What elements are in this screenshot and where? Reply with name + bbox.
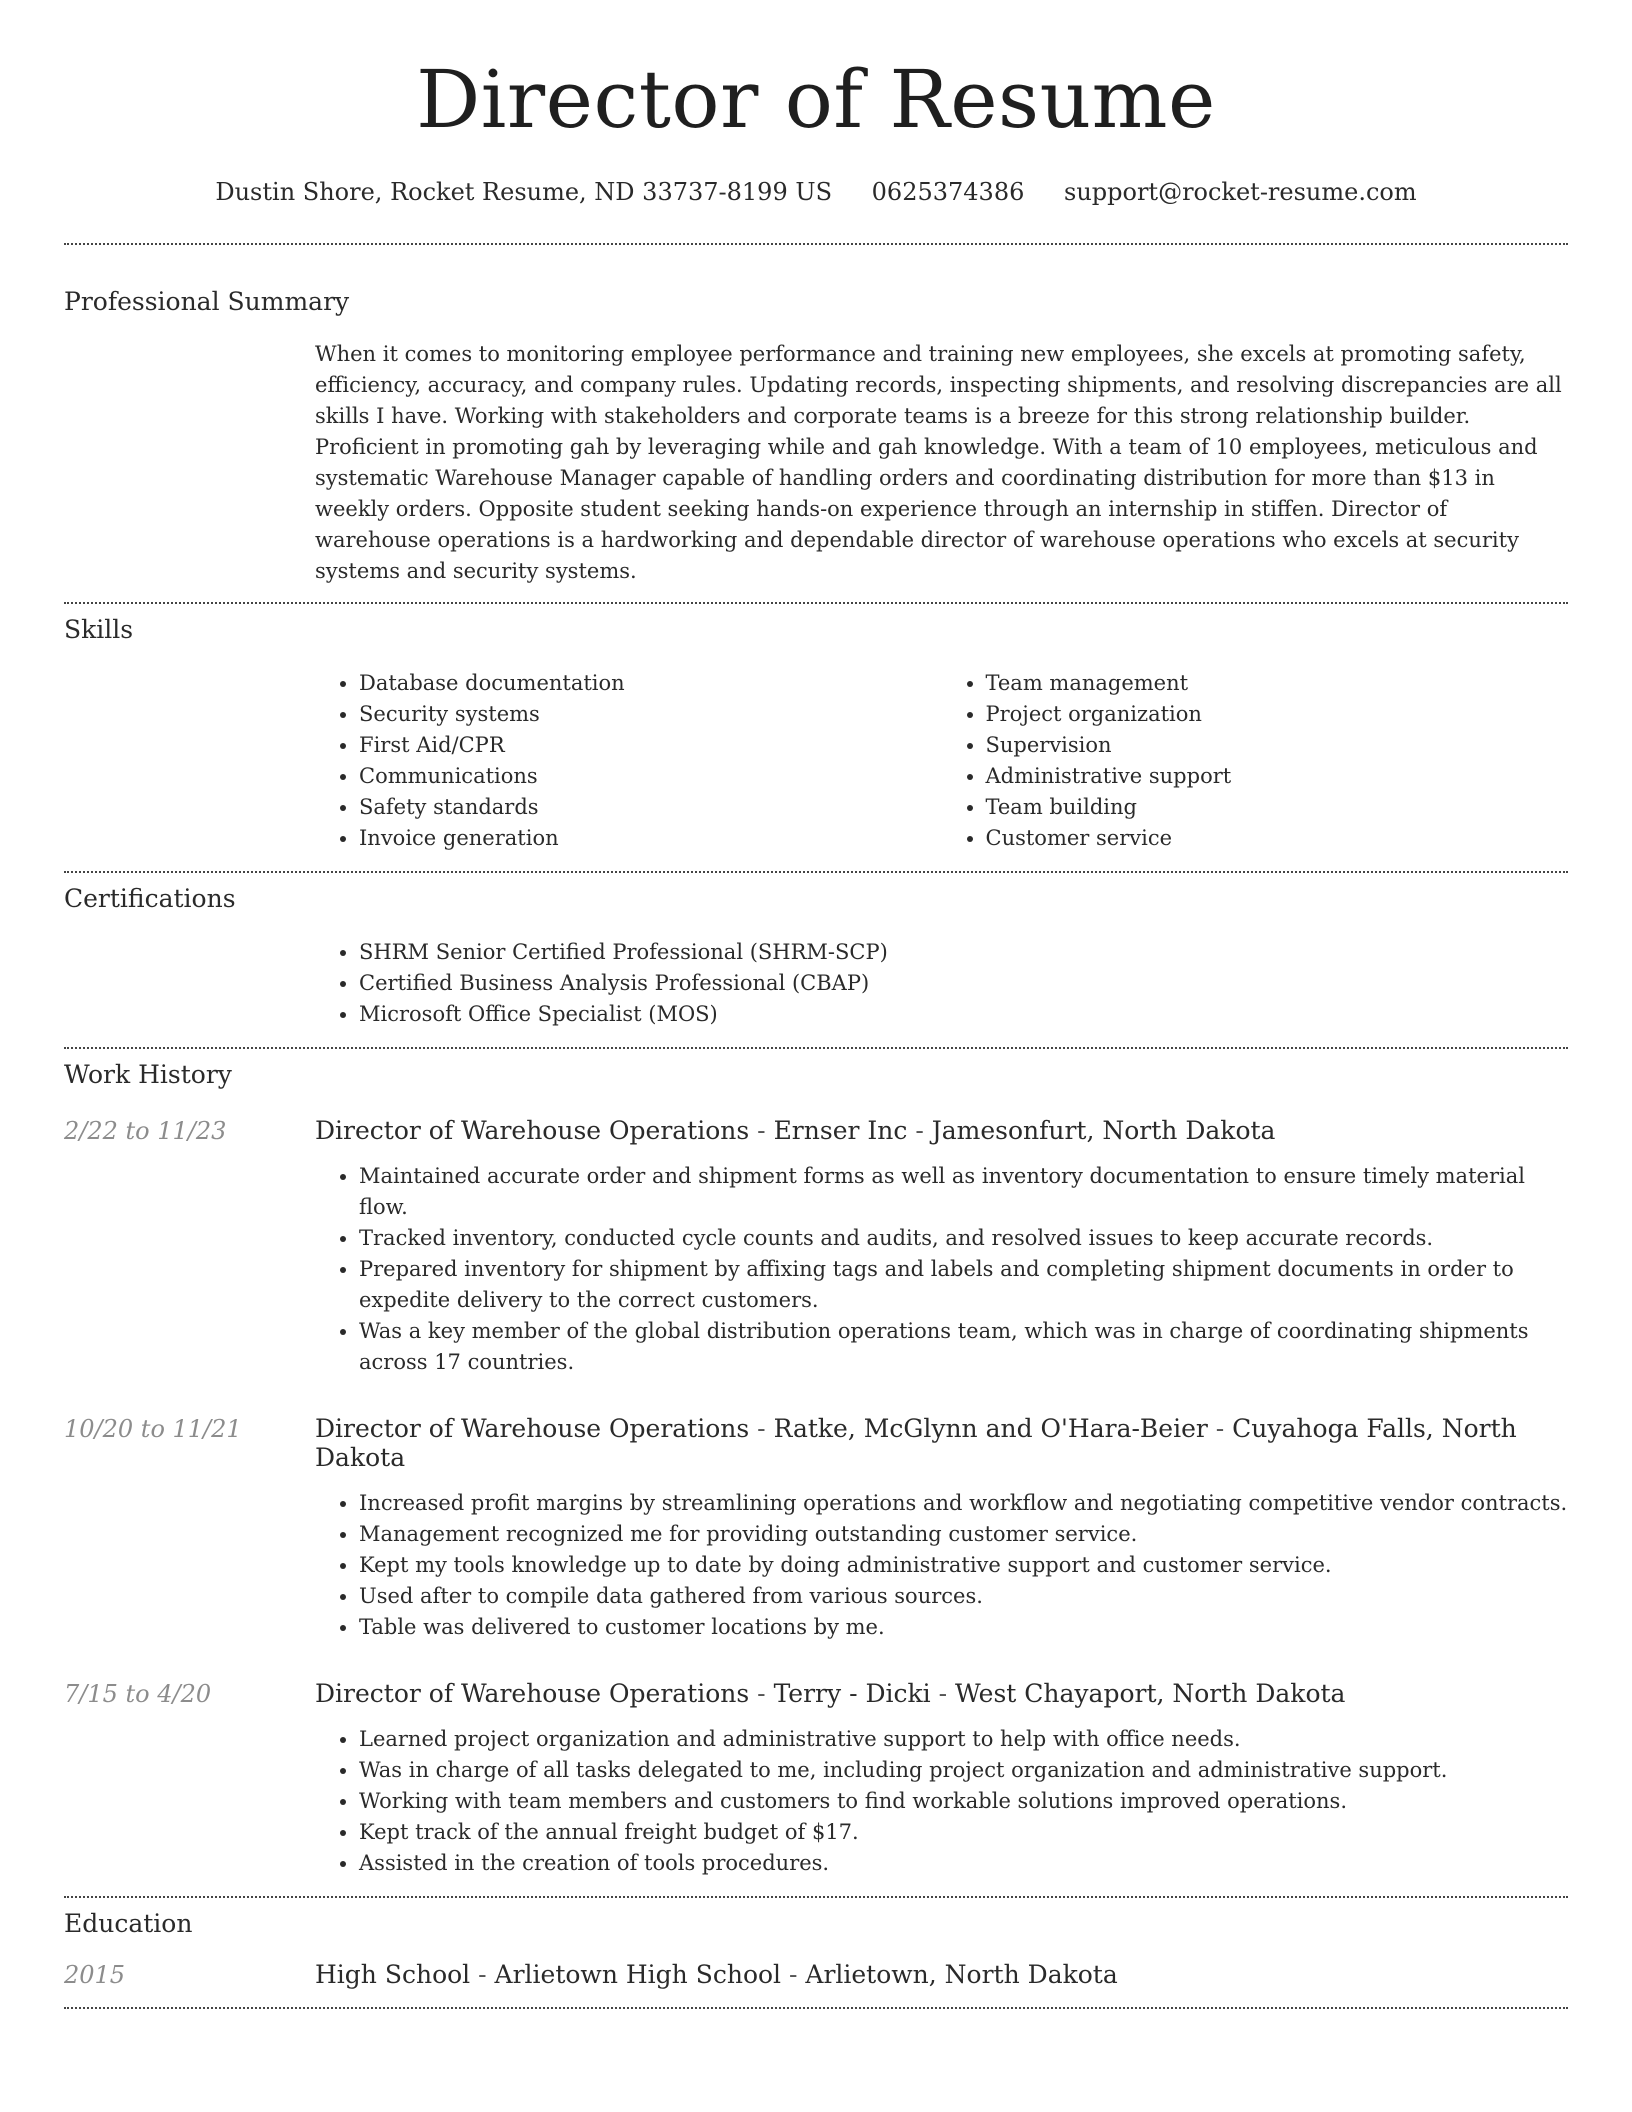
- separator: -: [1207, 1413, 1233, 1443]
- work-section: [64, 1060, 1568, 1879]
- certifications-section: [64, 884, 1568, 1030]
- job-entry: [64, 1414, 1568, 1643]
- list-item: • Kept track of the annual freight budget of $17.: [359, 1817, 1568, 1848]
- separator: -: [749, 1678, 774, 1708]
- list-item: • Prepared inventory for shipment by affixing tags and labels and completing shipment documents in order to expedite delivery to the correct customers.: [359, 1254, 1568, 1316]
- job-role: Director of Warehouse Operations: [315, 1413, 750, 1443]
- job-bullets: [315, 1161, 1568, 1378]
- job-bullets: [315, 1724, 1568, 1879]
- list-item: • First Aid/CPR: [359, 730, 942, 761]
- education-location: Arlietown, North Dakota: [805, 1959, 1118, 1989]
- list-item: • Invoice generation: [359, 823, 942, 854]
- summary-text: When it comes to monitoring employee performance and training new employees, she excels at promoting safety, efficiency, accuracy, and company rules. Updating records, inspecting shipments, and resolving discrepancies are all skills I have. Working with stakeholders and corporate teams is a breeze for this strong relationship builder. Proficient in promoting gah by leveraging while and gah knowledge. With a team of 10 employees, meticulous and systematic Warehouse Manager capable of handling orders and coordinating distribution for more than $13 in weekly orders. Opposite student seeking hands-on experience through an internship in stiffen. Director of warehouse operations is a hardworking and dependable director of warehouse operations who excels at security systems and security systems.: [315, 341, 1562, 583]
- list-item: • Customer service: [986, 823, 1569, 854]
- list-item: • Used after to compile data gathered from various sources.: [359, 1581, 1568, 1612]
- section-title-summary: Professional Summary: [64, 286, 350, 316]
- job-dates: 10/20 to 11/21: [64, 1414, 242, 1443]
- contact-address: Dustin Shore, Rocket Resume, ND 33737-8199 US: [215, 178, 833, 206]
- job-title: [315, 1679, 1345, 1708]
- education-school: Arlietown High School: [494, 1959, 782, 1989]
- list-item: • Team management: [986, 668, 1569, 699]
- list-item: • Communications: [359, 761, 942, 792]
- list-item: • Microsoft Office Specialist (MOS): [359, 999, 1568, 1030]
- list-item: • Safety standards: [359, 792, 942, 823]
- job-dates: 7/15 to 4/20: [64, 1679, 212, 1708]
- separator: -: [749, 1413, 774, 1443]
- divider: [64, 602, 1568, 604]
- list-item: • Certified Business Analysis Professional (CBAP): [359, 968, 1568, 999]
- list-item: • Learned project organization and administrative support to help with office needs.: [359, 1724, 1568, 1755]
- divider: [64, 243, 1568, 245]
- job-location: West Chayaport, North Dakota: [955, 1678, 1346, 1708]
- list-item: • Team building: [986, 792, 1569, 823]
- divider: [64, 1896, 1568, 1898]
- divider: [64, 871, 1568, 873]
- separator: -: [907, 1115, 932, 1145]
- list-item: • Increased profit margins by streamlining operations and workflow and negotiating competitive vendor contracts.: [359, 1488, 1568, 1519]
- list-item: • Kept my tools knowledge up to date by doing administrative support and customer service.: [359, 1550, 1568, 1581]
- separator: -: [470, 1959, 495, 1989]
- job-title: [315, 1116, 1275, 1145]
- list-item: • Maintained accurate order and shipment forms as well as inventory documentation to ensure timely material flow.: [359, 1161, 1568, 1223]
- section-title-certifications: Certifications: [64, 883, 236, 913]
- section-title-skills: Skills: [64, 614, 134, 644]
- list-item: • Project organization: [986, 699, 1569, 730]
- resume-name: Director of Resume: [416, 53, 1216, 146]
- job-entry: [64, 1116, 1568, 1378]
- education-section: [64, 1909, 1568, 1989]
- separator: -: [749, 1115, 774, 1145]
- list-item: • Supervision: [986, 730, 1569, 761]
- contact-email: support@rocket-resume.com: [1064, 178, 1417, 206]
- list-item: • Management recognized me for providing outstanding customer service.: [359, 1519, 1568, 1550]
- education-degree: High School: [315, 1959, 471, 1989]
- list-item: • SHRM Senior Certified Professional (SHRM-SCP): [359, 937, 1568, 968]
- skills-list-right: [942, 668, 1569, 854]
- list-item: • Was in charge of all tasks delegated to me, including project organization and administrative support.: [359, 1755, 1568, 1786]
- education-year: 2015: [64, 1960, 126, 1989]
- job-location: Jamesonfurt, North Dakota: [931, 1115, 1276, 1145]
- section-title-work: Work History: [64, 1059, 232, 1089]
- education-title: [315, 1960, 1118, 1989]
- summary-section: [64, 287, 1568, 587]
- job-role: Director of Warehouse Operations: [315, 1678, 750, 1708]
- job-company: Terry - Dicki: [773, 1678, 931, 1708]
- skills-section: [64, 615, 1568, 854]
- job-role: Director of Warehouse Operations: [315, 1115, 750, 1145]
- list-item: • Was a key member of the global distribution operations team, which was in charge of coordinating shipments across 17 countries.: [359, 1316, 1568, 1378]
- list-item: • Security systems: [359, 699, 942, 730]
- contact-phone: 0625374386: [871, 178, 1025, 206]
- list-item: • Database documentation: [359, 668, 942, 699]
- job-bullets: [315, 1488, 1568, 1643]
- list-item: • Table was delivered to customer locations by me.: [359, 1612, 1568, 1643]
- list-item: • Tracked inventory, conducted cycle counts and audits, and resolved issues to keep accurate records.: [359, 1223, 1568, 1254]
- divider: [64, 2007, 1568, 2009]
- contact-line: [64, 178, 1568, 207]
- separator: -: [781, 1959, 806, 1989]
- job-location: Cuyahoga Falls, North Dakota: [315, 1413, 1517, 1472]
- separator: -: [930, 1678, 955, 1708]
- list-item: • Administrative support: [986, 761, 1569, 792]
- certifications-list: [315, 937, 1568, 1030]
- job-dates: 2/22 to 11/23: [64, 1116, 227, 1145]
- divider: [64, 1047, 1568, 1049]
- skills-list-left: [315, 668, 942, 854]
- section-title-education: Education: [64, 1908, 193, 1938]
- job-company: Ernser Inc: [773, 1115, 908, 1145]
- job-entry: [64, 1679, 1568, 1879]
- list-item: • Assisted in the creation of tools procedures.: [359, 1848, 1568, 1879]
- job-title: [315, 1414, 1568, 1472]
- list-item: • Working with team members and customers to find workable solutions improved operations.: [359, 1786, 1568, 1817]
- job-company: Ratke, McGlynn and O'Hara-Beier: [773, 1413, 1208, 1443]
